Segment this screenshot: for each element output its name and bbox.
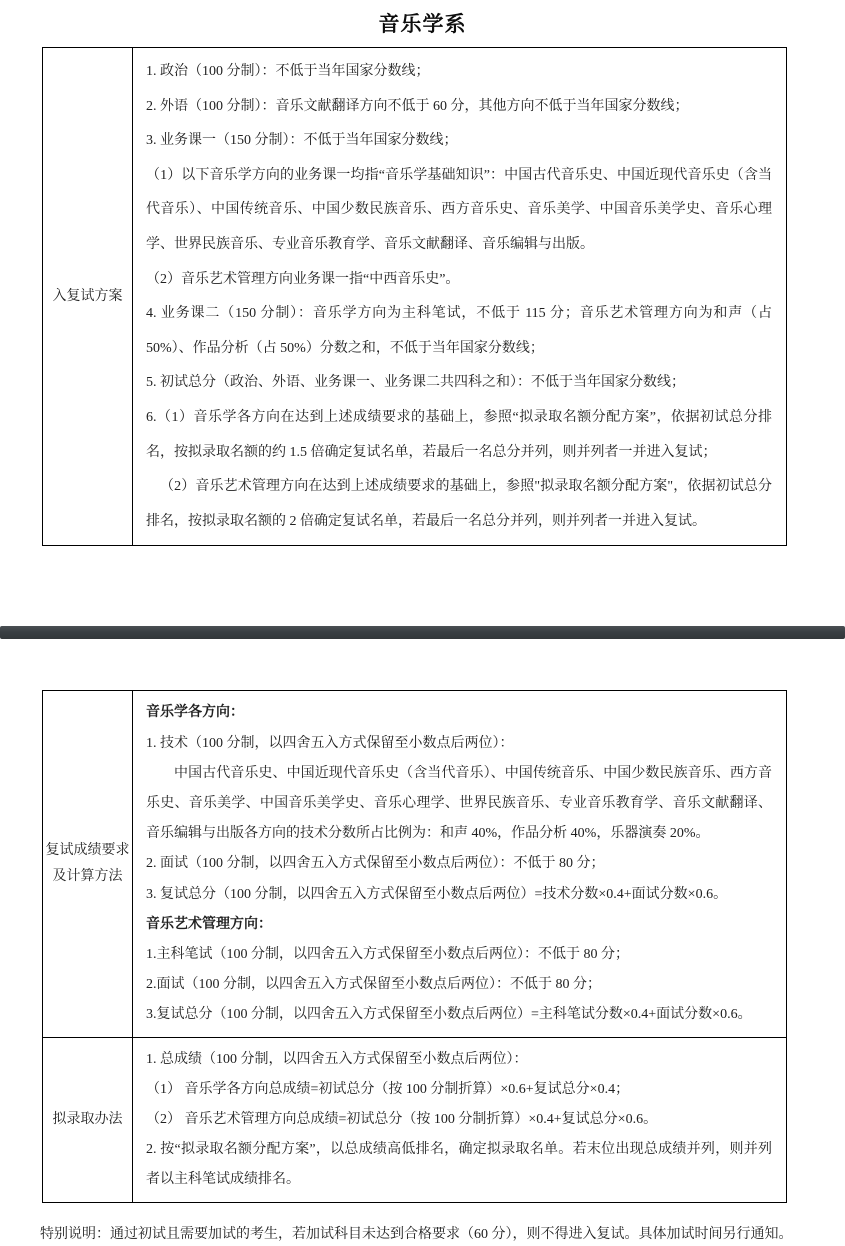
rule-paragraph: 3. 业务课一（150 分制）：不低于当年国家分数线； [146, 133, 458, 149]
rule-paragraph: 1. 技术（100 分制，以四舍五入方式保留至小数点后两位）： [146, 735, 514, 751]
rule-paragraph: 2. 面试（100 分制，以四舍五入方式保留至小数点后两位）：不低于 80 分； [146, 856, 605, 872]
retest-entry-plan-table [42, 47, 787, 546]
admission-method-content [133, 1038, 786, 1202]
special-note: 特别说明：通过初试且需要加试的考生，若加试科目未达到合格要求（60 分），则不得进入复试。具体加试时间另行通知。 [40, 1226, 793, 1242]
rule-paragraph: 中国古代音乐史、中国近现代音乐史（含当代音乐）、中国传统音乐、中国少数民族音乐、西方音乐史、音乐美学、中国音乐美学史、音乐心理学、世界民族音乐、专业音乐教育学、音乐文献翻译、音乐编辑与出版各方向的技术分数所占比例为：和声 40%，作品分析 40%，乐器演奏 20%。 [146, 765, 772, 842]
rule-paragraph: 1. 总成绩（100 分制，以四舍五入方式保留至小数点后两位）： [146, 1051, 528, 1067]
table-row [43, 48, 786, 545]
row-label-admission-method [43, 1038, 133, 1202]
rule-paragraph: 2. 外语（100 分制）：音乐文献翻译方向不低于 60 分，其他方向不低于当年国家分数线； [146, 98, 689, 114]
rule-paragraph: 5. 初试总分（政治、外语、业务课一、业务课二共四科之和）：不低于当年国家分数线； [146, 375, 685, 391]
rule-paragraph: 2.面试（100 分制，以四舍五入方式保留至小数点后两位）：不低于 80 分； [146, 977, 601, 993]
rule-paragraph: （1）以下音乐学方向的业务课一均指“音乐学基础知识”：中国古代音乐史、中国近现代音乐史（含当代音乐）、中国传统音乐、中国少数民族音乐、西方音乐史、音乐美学、中国音乐美学史、音乐心理学、世界民族音乐、专业音乐教育学、音乐文献翻译、音乐编辑与出版。 [146, 167, 772, 252]
retest-score-admission-table [42, 690, 787, 1202]
section-heading-management: 音乐艺术管理方向： [146, 916, 272, 932]
row-label-text: 入复试方案 [52, 288, 123, 304]
rule-paragraph: 3. 复试总分（100 分制，以四舍五入方式保留至小数点后两位）=技术分数×0.4+面试分数×0.6。 [146, 886, 728, 902]
rule-paragraph: （1） 音乐学各方向总成绩=初试总分（按 100 分制折算）×0.6+复试总分×0.4； [146, 1081, 630, 1097]
rule-paragraph: （2）音乐艺术管理方向在达到上述成绩要求的基础上，参照"拟录取名额分配方案"，依据初试总分排名，按拟录取名额的 2 倍确定复试名单，若最后一名总分并列，则并列者一并进入复试。 [146, 479, 772, 529]
section-heading-musicology: 音乐学各方向： [146, 705, 244, 721]
row-label-retest-score [43, 691, 133, 1036]
retest-entry-plan-content [133, 48, 786, 545]
page-title: 音乐学系 [378, 12, 467, 36]
rule-paragraph: 1.主科笔试（100 分制，以四舍五入方式保留至小数点后两位）：不低于 80 分； [146, 946, 629, 962]
rule-paragraph: 6.（1）音乐学各方向在达到上述成绩要求的基础上，参照“拟录取名额分配方案”，依据初试总分排名，按拟录取名额的约 1.5 倍确定复试名单，若最后一名总分并列，则并列者一并进入复试； [146, 409, 772, 460]
rule-paragraph: （2）音乐艺术管理方向业务课一指“中西音乐史”。 [146, 271, 460, 287]
row-label-retest-entry-plan [43, 48, 133, 545]
rule-paragraph: 3.复试总分（100 分制，以四舍五入方式保留至小数点后两位）=主科笔试分数×0.4+面试分数×0.6。 [146, 1007, 752, 1023]
row-label-text: 拟录取办法 [52, 1111, 123, 1127]
page-separator-bar [0, 626, 845, 639]
row-label-line1: 复试成绩要求 [45, 842, 130, 858]
retest-score-content [133, 691, 786, 1036]
table-row [43, 1037, 786, 1202]
rule-paragraph: （2） 音乐艺术管理方向总成绩=初试总分（按 100 分制折算）×0.4+复试总分×0.6。 [146, 1111, 658, 1127]
rule-paragraph: 2. 按“拟录取名额分配方案”，以总成绩高低排名，确定拟录取名单。若末位出现总成绩并列，则并列者以主科笔试成绩排名。 [146, 1142, 772, 1188]
table-row [43, 691, 786, 1036]
rule-paragraph: 4. 业务课二（150 分制）：音乐学方向为主科笔试，不低于 115 分；音乐艺术管理方向为和声（占 50%）、作品分析（占 50%）分数之和，不低于当年国家分数线； [146, 306, 772, 356]
row-label-line2: 及计算方法 [52, 868, 123, 884]
rule-paragraph: 1. 政治（100 分制）：不低于当年国家分数线； [146, 64, 430, 79]
